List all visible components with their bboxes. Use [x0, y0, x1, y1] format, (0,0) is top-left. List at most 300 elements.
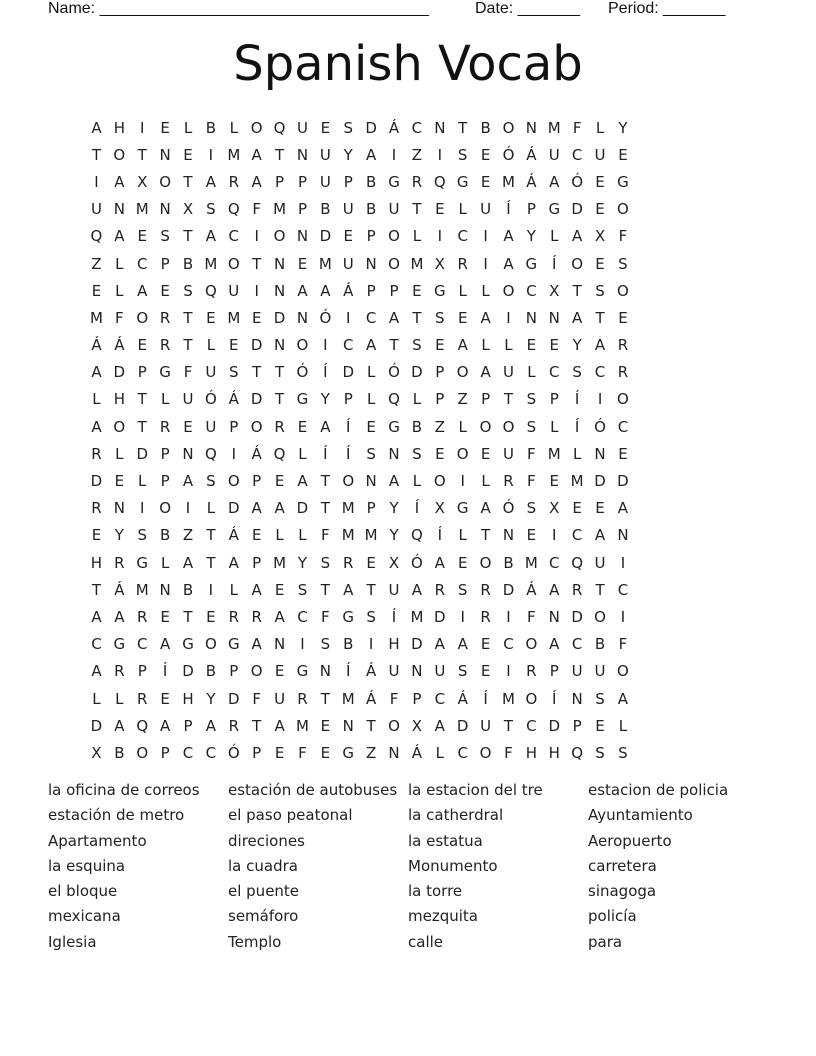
grid-letter: E	[457, 308, 468, 327]
grid-letter: D	[136, 444, 148, 463]
word-bank-item: el bloque	[48, 882, 118, 901]
grid-letter: E	[320, 743, 331, 762]
grid-letter: A	[274, 607, 285, 626]
grid-letter: E	[480, 145, 491, 164]
grid-letter: N	[296, 308, 309, 327]
grid-letter: X	[411, 716, 423, 735]
grid-letter: B	[594, 635, 606, 654]
grid-letter: G	[182, 635, 194, 654]
grid-letter: R	[480, 580, 491, 599]
grid-letter: O	[617, 200, 629, 219]
grid-letter: Á	[366, 662, 377, 681]
grid-letter: F	[527, 472, 536, 491]
grid-letter: C	[136, 254, 148, 273]
grid-letter: B	[320, 200, 331, 219]
grid-letter: C	[205, 743, 217, 762]
grid-letter: S	[457, 145, 468, 164]
grid-letter: A	[480, 363, 491, 382]
grid-letter: P	[297, 172, 307, 191]
grid-letter: E	[549, 336, 559, 355]
grid-letter: Y	[297, 553, 308, 572]
grid-letter: C	[617, 417, 629, 436]
grid-letter: P	[252, 472, 262, 491]
grid-letter: S	[160, 227, 170, 246]
grid-letter: U	[388, 662, 400, 681]
page-title: Spanish Vocab	[233, 36, 583, 92]
grid-letter: G	[433, 281, 446, 300]
name-field-label: Name: _____________________________________	[48, 0, 429, 17]
grid-letter: L	[458, 526, 467, 545]
grid-letter: T	[389, 336, 399, 355]
grid-letter: B	[365, 200, 377, 219]
grid-letter: E	[251, 526, 262, 545]
grid-row	[85, 196, 634, 223]
grid-letter: A	[205, 227, 217, 246]
grid-letter: A	[91, 118, 102, 137]
grid-letter: E	[618, 444, 628, 463]
grid-letter: P	[183, 716, 193, 735]
grid-letter: O	[273, 227, 286, 246]
grid-letter: S	[457, 662, 468, 681]
grid-letter: A	[251, 635, 262, 654]
grid-letter: Q	[204, 281, 217, 300]
grid-letter: A	[343, 580, 354, 599]
word-bank-item: mexicana	[48, 907, 121, 926]
grid-letter: D	[456, 716, 469, 735]
grid-letter: L	[115, 689, 124, 708]
grid-letter: N	[388, 743, 400, 762]
word-bank-item: estación de autobuses	[228, 781, 398, 799]
grid-letter: C	[411, 118, 423, 137]
grid-letter: D	[90, 716, 103, 735]
grid-letter: F	[504, 743, 513, 762]
grid-letter: E	[435, 444, 445, 463]
grid-letter: P	[229, 662, 239, 681]
grid-letter: A	[274, 716, 285, 735]
grid-letter: Í	[552, 689, 557, 708]
grid-letter: U	[571, 662, 583, 681]
grid-letter: A	[114, 227, 125, 246]
grid-row	[85, 332, 634, 359]
grid-letter: R	[228, 172, 239, 191]
grid-letter: G	[525, 254, 538, 273]
grid-letter: I	[506, 662, 511, 681]
grid-letter: R	[91, 499, 102, 518]
grid-letter: E	[572, 499, 582, 518]
grid-letter: L	[92, 390, 101, 409]
grid-letter: E	[274, 743, 285, 762]
grid-letter: G	[296, 662, 309, 681]
grid-letter: U	[434, 662, 446, 681]
grid-letter: Ó	[296, 363, 309, 382]
grid-letter: E	[91, 281, 102, 300]
grid-letter: E	[526, 336, 537, 355]
grid-row	[85, 712, 634, 739]
grid-letter: N	[159, 580, 171, 599]
grid-letter: P	[572, 716, 582, 735]
grid-letter: P	[252, 553, 262, 572]
grid-letter: P	[252, 743, 262, 762]
grid-letter: A	[572, 227, 583, 246]
grid-letter: S	[206, 200, 216, 219]
grid-letter: Í	[162, 662, 168, 681]
grid-letter: E	[480, 172, 491, 191]
grid-letter: O	[617, 662, 629, 681]
grid-letter: U	[182, 390, 194, 409]
grid-letter: O	[502, 417, 515, 436]
grid-letter: Z	[411, 145, 423, 164]
grid-letter: B	[159, 526, 171, 545]
grid-letter: E	[457, 553, 468, 572]
grid-letter: E	[435, 336, 445, 355]
grid-letter: T	[183, 308, 193, 327]
grid-letter: U	[205, 417, 217, 436]
grid-letter: G	[159, 363, 171, 382]
grid-letter: I	[506, 607, 511, 626]
grid-letter: Q	[571, 743, 584, 762]
grid-letter: D	[342, 363, 355, 382]
word-bank-item: Monumento	[408, 856, 498, 875]
grid-letter: D	[113, 363, 126, 382]
grid-letter: U	[594, 553, 606, 572]
grid-letter: E	[160, 689, 170, 708]
grid-letter: F	[618, 227, 628, 246]
grid-letter: N	[365, 254, 377, 273]
grid-letter: A	[91, 607, 102, 626]
grid-letter: P	[229, 417, 239, 436]
grid-letter: C	[594, 363, 606, 382]
grid-letter: Á	[251, 444, 262, 463]
grid-letter: A	[480, 499, 491, 518]
grid-letter: H	[388, 635, 400, 654]
word-bank-item: la catherdral	[408, 806, 504, 825]
grid-row	[85, 685, 634, 712]
grid-letter: A	[388, 308, 400, 327]
grid-letter: Á	[526, 172, 537, 191]
grid-letter: A	[366, 336, 377, 355]
grid-letter: S	[206, 472, 216, 491]
grid-letter: I	[483, 227, 488, 246]
grid-letter: A	[91, 417, 102, 436]
grid-letter: E	[526, 526, 537, 545]
grid-letter: I	[140, 118, 145, 137]
grid-letter: C	[136, 635, 148, 654]
grid-row	[85, 114, 634, 141]
grid-letter: A	[388, 472, 400, 491]
grid-letter: T	[595, 308, 605, 327]
grid-letter: O	[250, 118, 263, 137]
grid-letter: E	[206, 308, 216, 327]
grid-letter: E	[435, 200, 445, 219]
grid-letter: L	[481, 281, 490, 300]
grid-letter: Í	[346, 417, 351, 436]
grid-letter: T	[137, 145, 147, 164]
grid-letter: L	[229, 118, 238, 137]
grid-letter: P	[160, 743, 170, 762]
word-bank-item: la torre	[408, 882, 463, 901]
grid-letter: E	[595, 200, 605, 219]
grid-letter: I	[300, 635, 305, 654]
grid-letter: C	[343, 336, 354, 355]
grid-letter: T	[320, 580, 330, 599]
grid-letter: A	[251, 145, 262, 164]
word-bank-item: Templo	[228, 932, 282, 951]
grid-letter: Z	[182, 526, 194, 545]
grid-letter: E	[618, 308, 628, 327]
grid-letter: L	[458, 417, 467, 436]
grid-letter: M	[547, 444, 561, 463]
grid-letter: F	[618, 635, 628, 654]
grid-letter: D	[617, 472, 629, 491]
grid-letter: D	[228, 499, 240, 518]
grid-letter: X	[91, 743, 102, 762]
grid-letter: E	[343, 227, 353, 246]
grid-letter: E	[160, 281, 170, 300]
grid-letter: O	[502, 281, 515, 300]
grid-letter: A	[434, 635, 445, 654]
grid-letter: A	[159, 635, 171, 654]
grid-letter: E	[366, 417, 376, 436]
grid-letter: R	[228, 716, 239, 735]
grid-letter: P	[137, 363, 147, 382]
grid-letter: N	[365, 472, 377, 491]
grid-letter: E	[595, 172, 605, 191]
grid-letter: N	[571, 689, 583, 708]
grid-letter: C	[434, 689, 446, 708]
grid-letter: B	[182, 254, 194, 273]
grid-letter: N	[182, 444, 194, 463]
grid-row	[85, 467, 634, 494]
grid-letter: A	[594, 336, 606, 355]
grid-letter: G	[342, 607, 355, 626]
grid-letter: O	[250, 662, 263, 681]
grid-letter: Á	[526, 580, 537, 599]
grid-row	[85, 522, 634, 549]
word-bank-item: la estacion del tre	[408, 781, 543, 799]
grid-letter: S	[183, 281, 193, 300]
grid-letter: S	[320, 553, 331, 572]
grid-letter: E	[114, 472, 125, 491]
grid-letter: B	[343, 635, 354, 654]
grid-letter: L	[550, 227, 559, 246]
grid-letter: Ó	[388, 363, 400, 382]
grid-letter: T	[595, 580, 605, 599]
grid-letter: C	[182, 743, 194, 762]
grid-letter: Y	[114, 526, 124, 545]
grid-row	[85, 168, 634, 195]
grid-letter: Q	[388, 390, 400, 409]
grid-letter: F	[252, 689, 261, 708]
grid-letter: M	[341, 499, 355, 518]
grid-letter: E	[595, 499, 605, 518]
grid-letter: S	[595, 743, 605, 762]
grid-letter: C	[365, 308, 377, 327]
grid-letter: O	[617, 281, 629, 300]
grid-letter: Í	[323, 444, 328, 463]
grid-row	[85, 631, 634, 658]
grid-row	[85, 277, 634, 304]
grid-letter: U	[480, 716, 492, 735]
grid-letter: P	[412, 689, 422, 708]
grid-letter: B	[114, 743, 125, 762]
grid-letter: N	[342, 716, 354, 735]
grid-letter: A	[251, 499, 262, 518]
grid-letter: N	[296, 227, 309, 246]
grid-letter: Z	[457, 390, 468, 409]
grid-letter: M	[410, 607, 424, 626]
grid-letter: Á	[457, 689, 468, 708]
grid-letter: H	[548, 743, 560, 762]
grid-letter: O	[525, 635, 538, 654]
grid-letter: D	[250, 390, 263, 409]
grid-letter: L	[160, 553, 170, 572]
grid-letter: C	[571, 635, 583, 654]
grid-letter: D	[571, 200, 583, 219]
grid-letter: E	[183, 417, 193, 436]
grid-letter: Í	[346, 444, 351, 463]
grid-letter: Á	[343, 281, 354, 300]
grid-letter: A	[594, 526, 606, 545]
grid-letter: T	[91, 145, 102, 164]
grid-letter: D	[548, 716, 561, 735]
grid-letter: A	[205, 172, 217, 191]
grid-letter: A	[549, 580, 560, 599]
grid-letter: P	[297, 200, 307, 219]
grid-letter: Ó	[204, 390, 217, 409]
grid-letter: D	[273, 308, 286, 327]
grid-letter: A	[366, 145, 377, 164]
grid-letter: E	[320, 716, 331, 735]
grid-letter: R	[457, 254, 468, 273]
grid-letter: T	[183, 336, 193, 355]
grid-letter: D	[319, 227, 332, 246]
grid-letter: G	[227, 635, 240, 654]
grid-letter: A	[320, 417, 331, 436]
grid-letter: Í	[552, 254, 557, 273]
grid-letter: E	[366, 553, 376, 572]
grid-letter: T	[183, 607, 193, 626]
word-bank-item: la cuadra	[228, 856, 298, 875]
grid-letter: U	[388, 580, 400, 599]
grid-letter: M	[89, 308, 103, 327]
grid-letter: S	[595, 689, 605, 708]
date-field-label: Date: _______	[475, 0, 580, 17]
grid-letter: N	[273, 336, 286, 355]
grid-letter: L	[595, 118, 605, 137]
grid-letter: O	[204, 635, 217, 654]
grid-letter: O	[250, 417, 263, 436]
grid-letter: U	[480, 200, 492, 219]
grid-letter: F	[321, 526, 330, 545]
word-bank-item: estación de metro	[48, 806, 185, 825]
grid-letter: L	[115, 444, 124, 463]
grid-letter: N	[548, 607, 560, 626]
grid-letter: S	[457, 580, 468, 599]
word-bank	[48, 779, 768, 956]
grid-letter: Ó	[502, 145, 515, 164]
grid-letter: Ó	[571, 172, 584, 191]
word-search-grid	[85, 114, 634, 767]
grid-letter: C	[228, 227, 240, 246]
word-bank-item: el puente	[228, 882, 300, 901]
grid-letter: T	[503, 390, 514, 409]
grid-letter: E	[229, 336, 239, 355]
grid-letter: L	[138, 472, 147, 491]
grid-letter: M	[227, 308, 241, 327]
grid-letter: A	[549, 172, 560, 191]
word-bank-item: carretera	[588, 856, 657, 875]
grid-letter: L	[458, 200, 467, 219]
grid-letter: T	[183, 227, 193, 246]
grid-letter: Ó	[502, 499, 515, 518]
grid-letter: E	[297, 254, 308, 273]
grid-letter: L	[435, 743, 444, 762]
grid-letter: B	[365, 172, 377, 191]
grid-letter: F	[298, 743, 307, 762]
grid-letter: L	[160, 390, 170, 409]
grid-letter: S	[343, 118, 353, 137]
grid-letter: A	[572, 308, 583, 327]
grid-row	[85, 495, 634, 522]
grid-letter: I	[620, 553, 626, 572]
grid-letter: L	[366, 363, 376, 382]
grid-letter: D	[228, 689, 240, 708]
grid-letter: I	[483, 254, 488, 273]
grid-row	[85, 440, 634, 467]
grid-letter: M	[295, 716, 309, 735]
grid-letter: N	[273, 635, 286, 654]
grid-letter: X	[594, 227, 606, 246]
grid-letter: F	[572, 118, 582, 137]
grid-letter: L	[206, 336, 216, 355]
grid-letter: N	[388, 444, 400, 463]
grid-letter: E	[412, 281, 422, 300]
grid-letter: P	[549, 390, 559, 409]
grid-letter: Ó	[594, 417, 606, 436]
grid-row	[85, 603, 634, 630]
grid-letter: F	[527, 444, 536, 463]
grid-letter: U	[205, 363, 217, 382]
grid-letter: S	[435, 308, 445, 327]
grid-letter: I	[597, 390, 603, 409]
grid-letter: O	[571, 254, 584, 273]
word-bank-item: semáforo	[228, 907, 299, 926]
grid-letter: H	[113, 118, 125, 137]
grid-letter: I	[552, 526, 557, 545]
grid-letter: L	[458, 281, 467, 300]
grid-letter: O	[388, 716, 400, 735]
grid-letter: X	[388, 553, 400, 572]
grid-letter: Q	[204, 444, 217, 463]
student-info-header	[48, 0, 748, 20]
grid-letter: U	[342, 200, 354, 219]
grid-letter: I	[437, 227, 443, 246]
grid-letter: S	[595, 281, 605, 300]
grid-letter: M	[502, 689, 515, 708]
word-bank-item: Aeropuerto	[588, 831, 672, 850]
grid-letter: A	[228, 553, 239, 572]
grid-letter: E	[274, 580, 285, 599]
grid-letter: D	[502, 580, 515, 599]
grid-letter: N	[525, 118, 537, 137]
grid-letter: Á	[114, 580, 125, 599]
grid-letter: F	[321, 607, 330, 626]
grid-letter: R	[526, 662, 537, 681]
grid-letter: E	[274, 472, 285, 491]
grid-letter: S	[526, 417, 537, 436]
grid-letter: U	[502, 444, 514, 463]
grid-letter: N	[411, 662, 423, 681]
